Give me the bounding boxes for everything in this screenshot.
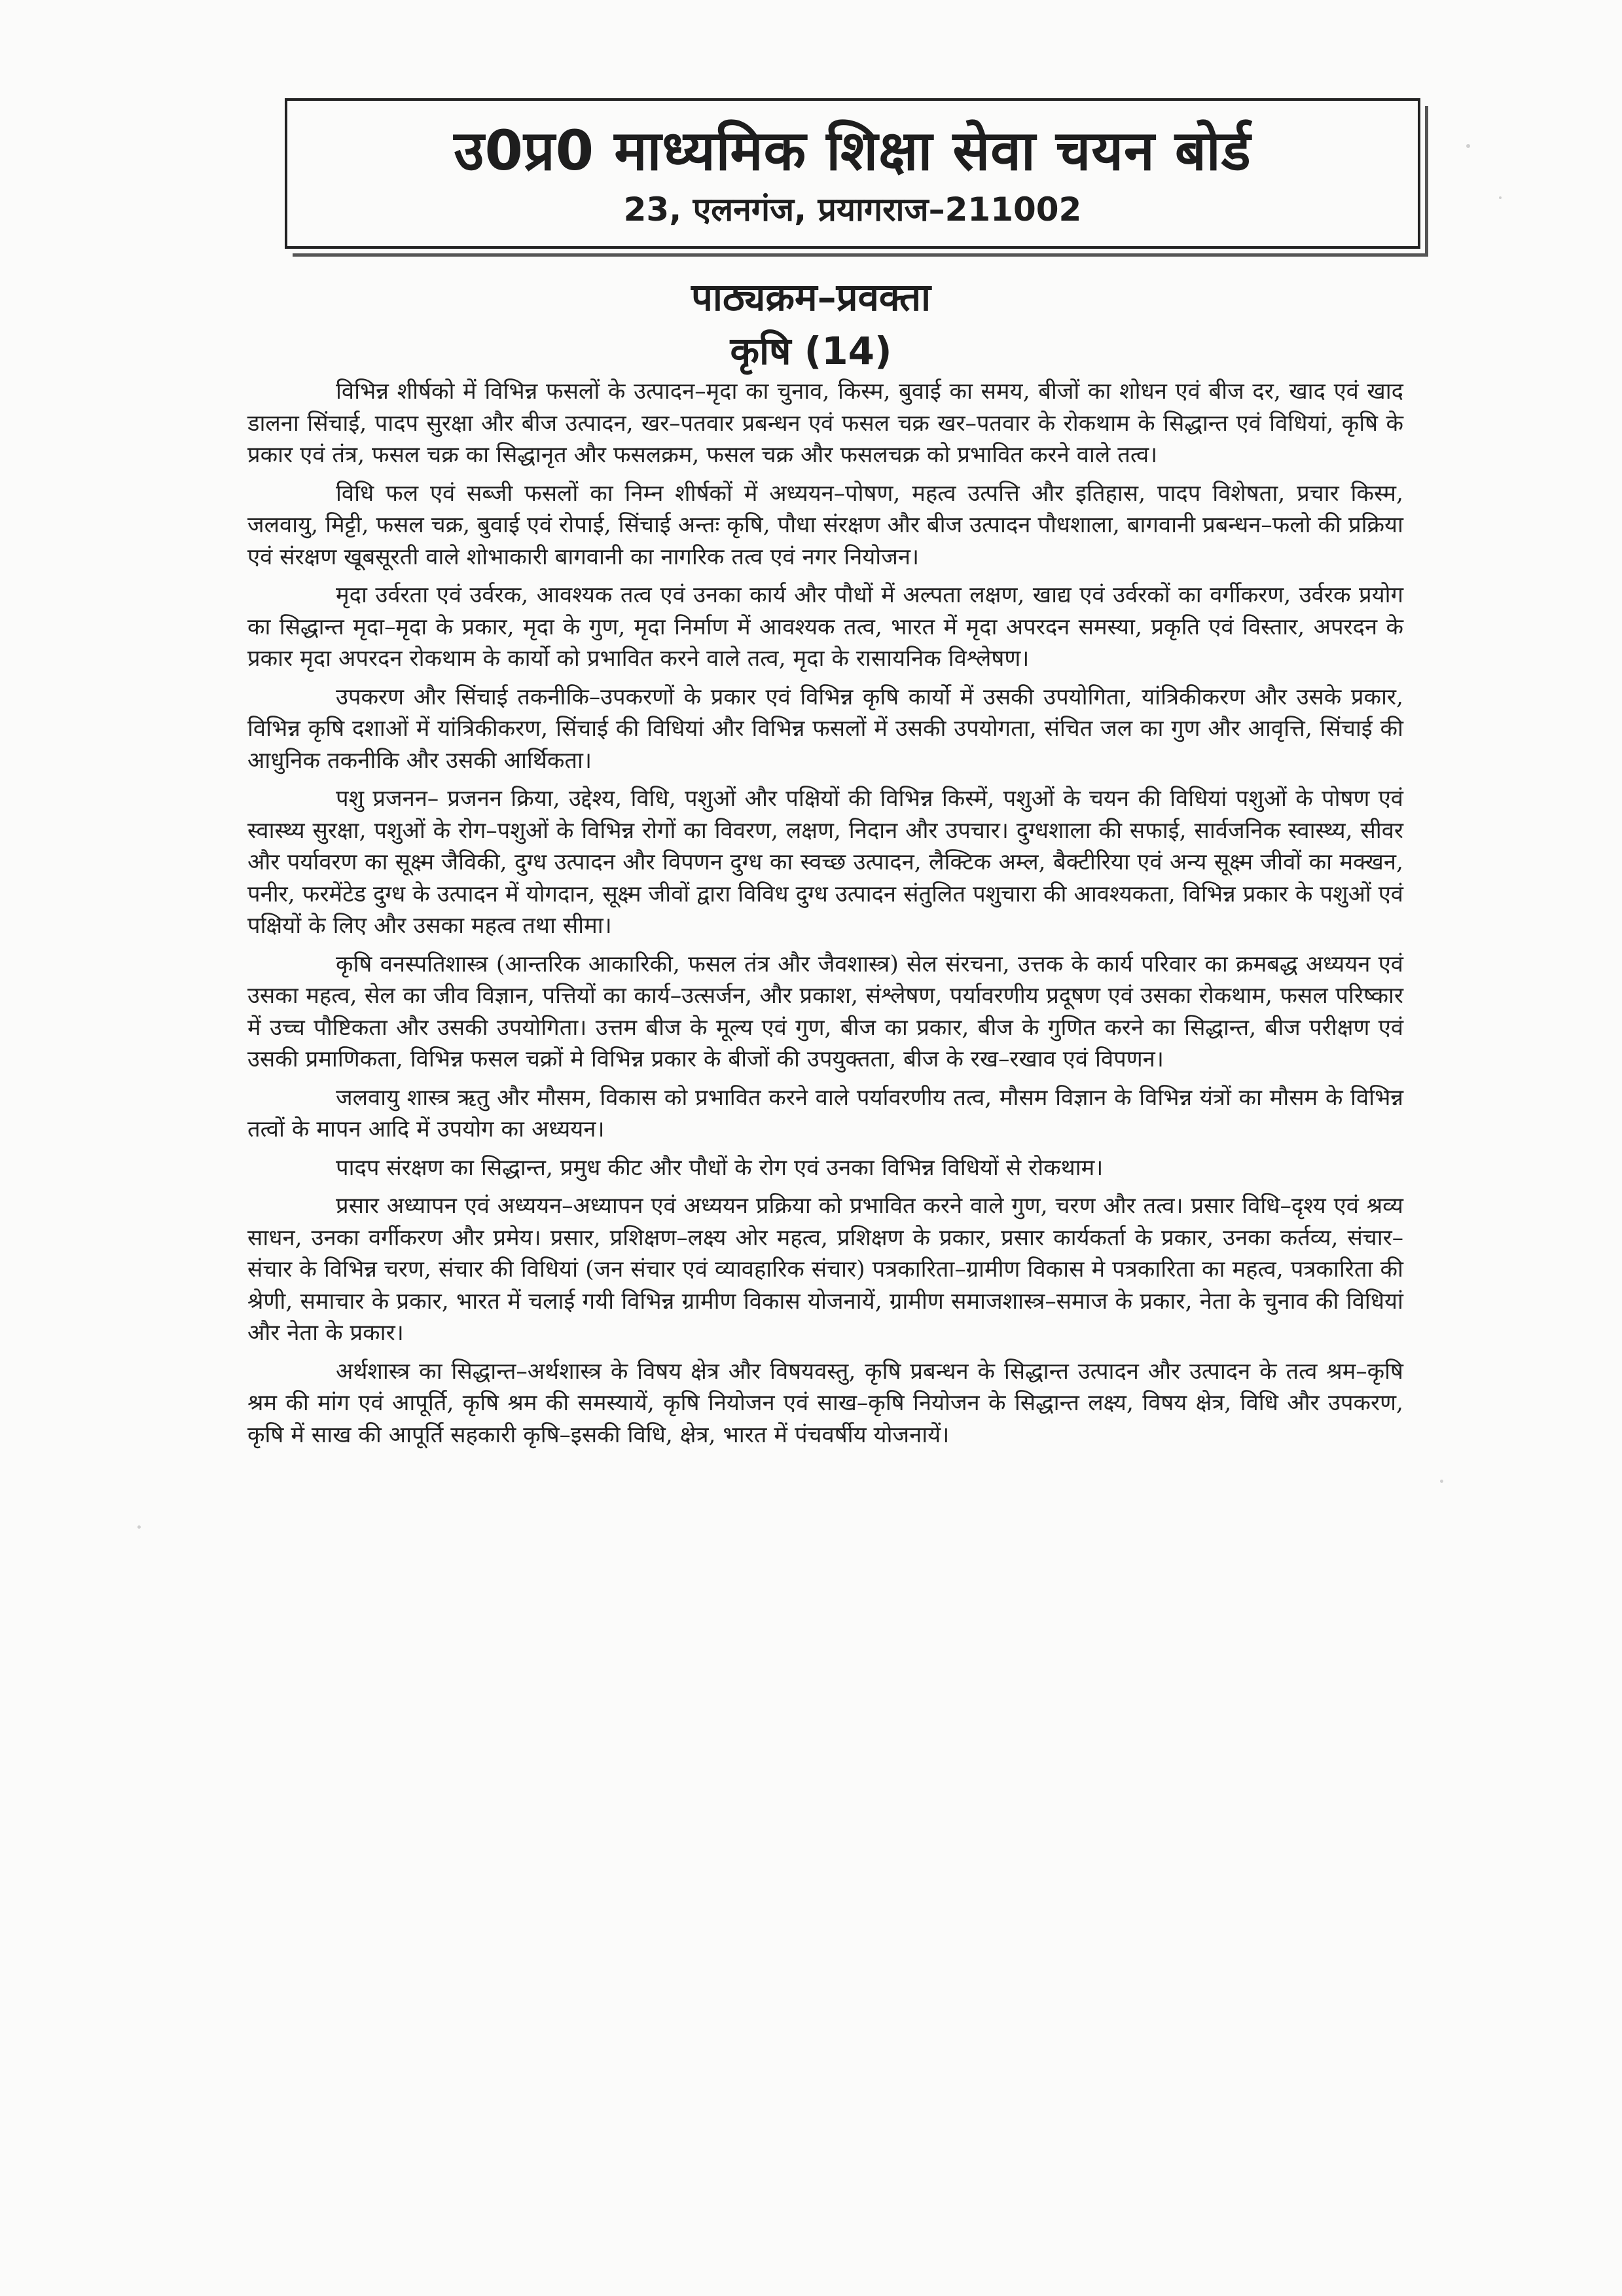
- paragraph: पादप संरक्षण का सिद्धान्त, प्रमुध कीट और पौधों के रोग एवं उनका विभिन्न विधियों से रोकथाम।: [336, 1154, 1104, 1181]
- scan-speck: [1440, 1480, 1443, 1483]
- syllabus-body: [247, 376, 1403, 1457]
- board-name: उ0प्र0 माध्यमिक शिक्षा सेवा चयन बोर्ड: [454, 118, 1252, 183]
- scan-speck: [137, 1525, 141, 1529]
- paragraph: विधि फल एवं सब्जी फसलों का निम्न शीर्षकों में अध्ययन–पोषण, महत्व उत्पत्ति और इतिहास, पादप विशेषता, प्रचार किस्म, जलवायु, मिट्टी, फसल चक्र, बुवाई एवं रोपाई, सिंचाई अन्तः कृषि, पौधा संरक्षण और बीज उत्पादन पौधशाला, बागवानी प्रबन्धन–फलो की प्रक्रिया एवं संरक्षण खूबसूरती वाले शोभाकारी बागवानी का नागरिक तत्व एवं नगर नियोजन।: [247, 480, 1403, 570]
- paragraph: जलवायु शास्त्र ऋतु और मौसम, विकास को प्रभावित करने वाले पर्यावरणीय तत्व, मौसम विज्ञान के विभिन्न यंत्रों का मौसम के विभिन्न तत्वों के मापन आदि में उपयोग का अध्ययन।: [247, 1084, 1403, 1142]
- subject-title: कृषि (14): [730, 329, 892, 373]
- paragraph: उपकरण और सिंचाई तकनीकि–उपकरणों के प्रकार एवं विभिन्न कृषि कार्यो में उसकी उपयोगिता, यांत्रिकीकरण और उसके प्रकार, विभिन्न कृषि दशाओं में यांत्रिकीकरण, सिंचाई की विधियां और विभिन्न फसलों में उसकी उपयोगता, संचित जल का गुण और आवृत्ति, सिंचाई की आधुनिक तकनीकि और उसकी आर्थिकता।: [247, 683, 1403, 774]
- board-address: 23, एलनगंज, प्रयागराज–211002: [623, 191, 1082, 228]
- scan-speck: [1499, 196, 1502, 199]
- header-box: [285, 98, 1420, 249]
- paragraph: प्रसार अध्यापन एवं अध्ययन–अध्यापन एवं अध्ययन प्रक्रिया को प्रभावित करने वाले गुण, चरण और तत्व। प्रसार विधि–दृश्य एवं श्रव्य साधन, उनका वर्गीकरण और प्रमेय। प्रसार, प्रशिक्षण–लक्ष्य ओर महत्व, प्रशिक्षण के प्रकार, प्रसार कार्यकर्ता के प्रकार, उनका कर्तव्य, संचार–संचार के विभिन्न चरण, संचार की विधियां (जन संचार एवं व्यावहारिक संचार) पत्रकारिता–ग्रामीण विकास मे पत्रकारिता का महत्व, पत्रकारिता की श्रेणी, समाचार के प्रकार, भारत में चलाई गयी विभिन्न ग्रामीण विकास योजनायें, ग्रामीण समाजशास्त्र–समाज के प्रकार, नेता के चुनाव की विधियां और नेता के प्रकार।: [247, 1193, 1403, 1346]
- paragraph: पशु प्रजनन– प्रजनन क्रिया, उद्देश्य, विधि, पशुओं और पक्षियों की विभिन्न किस्में, पशुओं के चयन की विधियां पशुओं के पोषण एवं स्वास्थ्य सुरक्षा, पशुओं के रोग–पशुओं के विभिन्न रोगों का विवरण, लक्षण, निदान और उपचार। दुग्धशाला की सफाई, सार्वजनिक स्वास्थ्य, सीवर और पर्यावरण का सूक्ष्म जैविकी, दुग्ध उत्पादन और विपणन दुग्ध का स्वच्छ उत्पादन, लैक्टिक अम्ल, बैक्टीरिया एवं अन्य सूक्ष्म जीवों का मक्खन, पनीर, फरमेंटेड दुग्ध के उत्पादन में योगदान, सूक्ष्म जीवों द्वारा विविध दुग्ध उत्पादन संतुलित पशुचारा की आवश्यकता, विभिन्न प्रकार के पशुओं एवं पक्षियों के लिए और उसका महत्व तथा सीमा।: [247, 786, 1403, 939]
- syllabus-title: पाठ्यक्रम–प्रवक्ता: [691, 275, 931, 319]
- paragraph: मृदा उर्वरता एवं उर्वरक, आवश्यक तत्व एवं उनका कार्य और पौधों में अल्पता लक्षण, खाद्य एवं उर्वरकों का वर्गीकरण, उर्वरक प्रयोग का सिद्धान्त मृदा–मृदा के प्रकार, मृदा के गुण, मृदा निर्माण में आवश्यक तत्व, भारत में मृदा अपरदन समस्या, प्रकृति एवं विस्तार, अपरदन के प्रकार मृदा अपरदन रोकथाम के कार्यो को प्रभावित करने वाले तत्व, मृदा के रासायनिक विश्लेषण।: [247, 582, 1403, 672]
- paragraph: अर्थशास्त्र का सिद्धान्त–अर्थशास्त्र के विषय क्षेत्र और विषयवस्तु, कृषि प्रबन्धन के सिद्धान्त उत्पादन और उत्पादन के तत्व श्रम–कृषि श्रम की मांग एवं आपूर्ति, कृषि श्रम की समस्यायें, कृषि नियोजन एवं साख–कृषि नियोजन के सिद्धान्त लक्ष्य, विषय क्षेत्र, विधि और उपकरण, कृषि में साख की आपूर्ति सहकारी कृषि–इसकी विधि, क्षेत्र, भारत में पंचवर्षीय योजनायें।: [247, 1358, 1403, 1448]
- paragraph: कृषि वनस्पतिशास्त्र (आन्तरिक आकारिकी, फसल तंत्र और जैवशास्त्र) सेल संरचना, उत्तक के कार्य परिवार का क्रमबद्ध अध्ययन एवं उसका महत्व, सेल का जीव विज्ञान, पत्तियों का कार्य–उत्सर्जन, और प्रकाश, संश्लेषण, पर्यावरणीय प्रदूषण एवं उसका रोकथाम, फसल परिष्कार में उच्च पौष्टिकता और उसकी उपयोगिता। उत्तम बीज के मूल्य एवं गुण, बीज का प्रकार, बीज के गुणित करने का सिद्धान्त, बीज परीक्षण एवं उसकी प्रमाणिकता, विभिन्न फसल चक्रों मे विभिन्न प्रकार के बीजों की उपयुक्तता, बीज के रख–रखाव एवं विपणन।: [247, 951, 1403, 1072]
- scan-speck: [1466, 144, 1470, 148]
- paragraph: विभिन्न शीर्षको में विभिन्न फसलों के उत्पादन–मृदा का चुनाव, किस्म, बुवाई का समय, बीजों का शोधन एवं बीज दर, खाद एवं खाद डालना सिंचाई, पादप सुरक्षा और बीज उत्पादन, खर–पतवार प्रबन्धन एवं फसल चक्र खर–पतवार के रोकथाम के सिद्धान्त एवं विधियां, कृषि के प्रकार एवं तंत्र, फसल चक्र का सिद्धानृत और फसलक्रम, फसल चक्र और फसलचक्र को प्रभावित करने वाले तत्व।: [247, 378, 1403, 468]
